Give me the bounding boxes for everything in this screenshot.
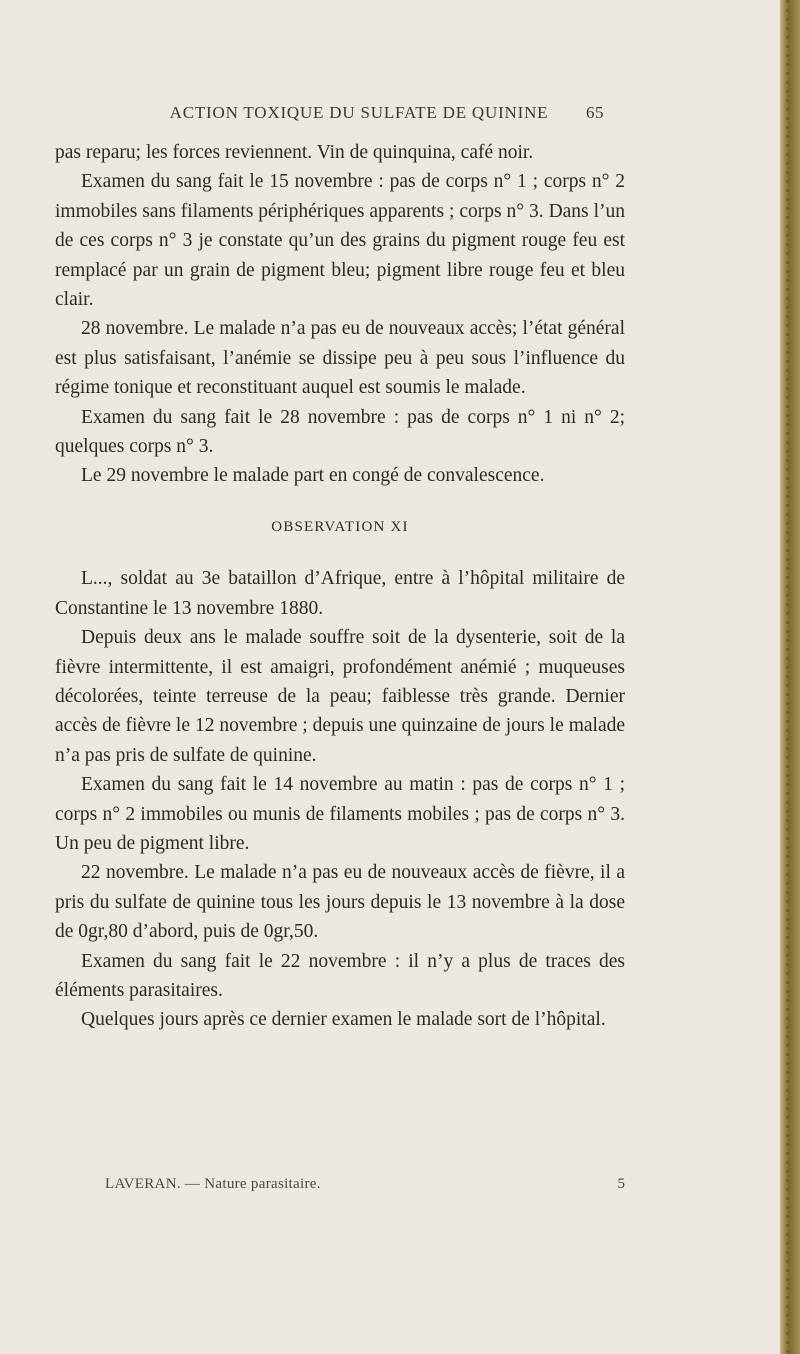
paragraph: Examen du sang fait le 15 novembre : pas de corps n° 1 ; corps n° 2 immobiles sans filaments périphériques apparents ; corps n° 3. Dans l’un de ces corps n° 3 je constate qu’un des grains du pigment rouge feu est remplacé par un grain de pigment bleu; pigment libre rouge feu et bleu clair. <box>55 171 625 311</box>
section-title: OBSERVATION XI <box>271 518 409 535</box>
paragraph: 22 novembre. Le malade n’a pas eu de nouveaux accès de fièvre, il a pris du sulfate de quinine tous les jours depuis le 13 novembre à la dose de 0gr,80 d’abord, puis de 0gr,50. <box>55 862 625 943</box>
paragraph: 28 novembre. Le malade n’a pas eu de nouveaux accès; l’état général est plus satisfaisant, l’anémie se dissipe peu à peu sous l’influence du régime tonique et reconstituant auquel est soumis le malade. <box>55 318 625 399</box>
page-body <box>55 138 625 1035</box>
paragraph: Examen du sang fait le 28 novembre : pas de corps n° 1 ni n° 2; quelques corps n° 3. <box>55 406 625 458</box>
paragraph: Le 29 novembre le malade part en congé de convalescence. <box>81 465 545 487</box>
footer-signature: LAVERAN. — Nature parasitaire. <box>105 1176 321 1192</box>
paragraph: pas reparu; les forces reviennent. Vin de quinquina, café noir. <box>55 142 534 163</box>
paragraph: Examen du sang fait le 22 novembre : il n’y a plus de traces des éléments parasitaires. <box>55 950 625 1001</box>
paragraph: L..., soldat au 3e bataillon d’Afrique, entre à l’hôpital militaire de Constantine le 13 novembre 1880. <box>55 568 625 619</box>
paragraph: Examen du sang fait le 14 novembre au matin : pas de corps n° 1 ; corps n° 2 immobiles ou munis de filaments mobiles ; pas de corps n° 3. Un peu de pigment libre. <box>55 774 625 854</box>
page-footer <box>105 1176 625 1193</box>
binding-edge <box>780 0 800 1354</box>
paragraph: Quelques jours après ce dernier examen le malade sort de l’hôpital. <box>81 1009 606 1031</box>
paragraph: Depuis deux ans le malade souffre soit de la dysenterie, soit de la fièvre intermittente, il est amaigri, profondément anémié ; muqueuses décolorées, teinte terreuse de la peau; faiblesse très grande. Dernier accès de fièvre le 12 novembre ; depuis une quinzaine de jours le malade n’a pas pris de sulfate de quinine. <box>55 627 625 766</box>
sheet-mark: 5 <box>617 1176 625 1192</box>
running-header <box>114 103 604 123</box>
running-title: ACTION TOXIQUE DU SULFATE DE QUININE <box>169 103 549 122</box>
page-number: 65 <box>586 103 604 122</box>
